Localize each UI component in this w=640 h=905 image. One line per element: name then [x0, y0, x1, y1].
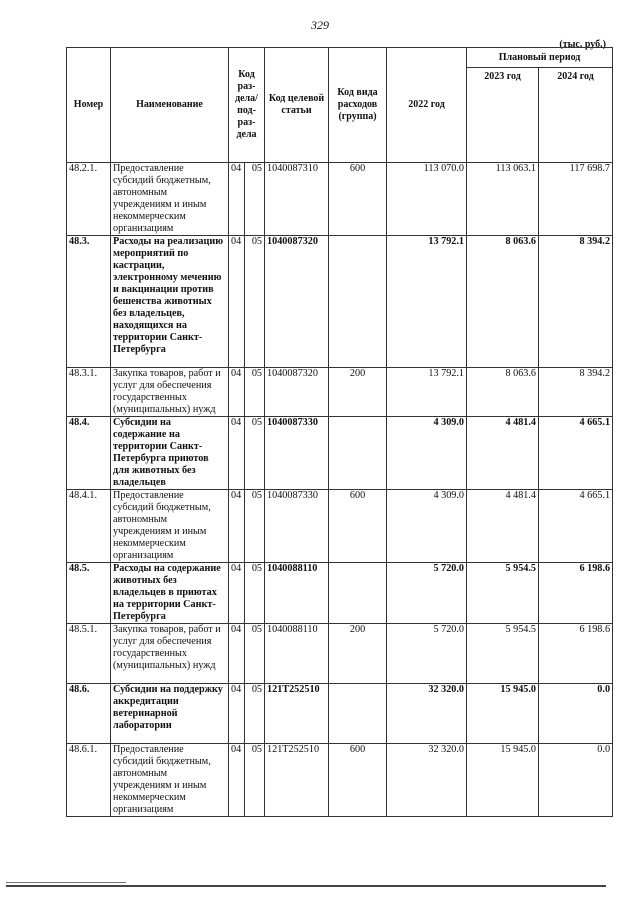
table-row — [67, 684, 613, 744]
row-expense-kind — [329, 236, 387, 368]
row-amount-2022: 4 309.0 — [387, 417, 467, 490]
row-target-code: 121Т252510 — [265, 684, 329, 744]
row-amount-2024: 0.0 — [539, 744, 613, 817]
header-section-code: Код раз- дела/ под- раз- дела — [229, 48, 265, 163]
row-expense-kind: 600 — [329, 163, 387, 236]
units-label: (тыс. руб.) — [559, 39, 606, 50]
row-number: 48.6.1. — [67, 744, 111, 817]
row-amount-2022: 13 792.1 — [387, 236, 467, 368]
row-target-code: 1040087320 — [265, 368, 329, 417]
budget-table — [66, 47, 613, 817]
row-name: Расходы на содержание животных без владельцев в приютах на территории Санкт-Петербурга — [111, 563, 229, 624]
row-number: 48.6. — [67, 684, 111, 744]
row-amount-2024: 4 665.1 — [539, 490, 613, 563]
table-body — [67, 163, 613, 817]
row-section-code: 04 — [229, 163, 245, 236]
row-amount-2024: 117 698.7 — [539, 163, 613, 236]
row-section-code: 04 — [229, 744, 245, 817]
row-section-code: 04 — [229, 490, 245, 563]
header-target-code: Код целевой статьи — [265, 48, 329, 163]
row-amount-2023: 4 481.4 — [467, 417, 539, 490]
row-target-code: 121Т252510 — [265, 744, 329, 817]
row-name: Расходы на реализацию мероприятий по кастрации, электронному мечению и вакцинации против бешенства животных без владельцев, находящихся на территории Санкт-Петербурга — [111, 236, 229, 368]
row-name: Предоставление субсидий бюджетным, автономным учреждениям и иным некоммерческим организациям — [111, 490, 229, 563]
row-amount-2022: 32 320.0 — [387, 744, 467, 817]
table-row — [67, 744, 613, 817]
row-amount-2022: 4 309.0 — [387, 490, 467, 563]
row-amount-2024: 8 394.2 — [539, 368, 613, 417]
row-expense-kind: 600 — [329, 490, 387, 563]
row-amount-2024: 6 198.6 — [539, 563, 613, 624]
table-row — [67, 490, 613, 563]
table-header — [67, 48, 613, 163]
row-name: Субсидии на содержание на территории Санкт-Петербурга приютов для животных без владельцев — [111, 417, 229, 490]
table-row — [67, 236, 613, 368]
row-amount-2023: 5 954.5 — [467, 624, 539, 684]
row-target-code: 1040088110 — [265, 563, 329, 624]
header-number: Номер — [67, 48, 111, 163]
header-2023: 2023 год — [467, 68, 539, 163]
row-amount-2024: 4 665.1 — [539, 417, 613, 490]
row-amount-2024: 8 394.2 — [539, 236, 613, 368]
row-target-code: 1040087330 — [265, 417, 329, 490]
row-expense-kind — [329, 563, 387, 624]
row-subsection-code: 05 — [245, 563, 265, 624]
row-amount-2023: 113 063.1 — [467, 163, 539, 236]
row-target-code: 1040087310 — [265, 163, 329, 236]
row-subsection-code: 05 — [245, 490, 265, 563]
row-section-code: 04 — [229, 417, 245, 490]
header-expense-kind: Код вида расходов (группа) — [329, 48, 387, 163]
row-subsection-code: 05 — [245, 417, 265, 490]
table-row — [67, 417, 613, 490]
row-amount-2023: 5 954.5 — [467, 563, 539, 624]
footer-rule-thin — [6, 882, 126, 883]
row-target-code: 1040087320 — [265, 236, 329, 368]
row-number: 48.3.1. — [67, 368, 111, 417]
row-expense-kind: 200 — [329, 624, 387, 684]
footer-rule — [6, 885, 606, 887]
row-target-code: 1040088110 — [265, 624, 329, 684]
row-section-code: 04 — [229, 563, 245, 624]
row-amount-2022: 113 070.0 — [387, 163, 467, 236]
row-name: Предоставление субсидий бюджетным, автономным учреждениям и иным некоммерческим организациям — [111, 744, 229, 817]
row-section-code: 04 — [229, 624, 245, 684]
row-number: 48.5.1. — [67, 624, 111, 684]
page-number: 329 — [311, 18, 329, 32]
row-subsection-code: 05 — [245, 684, 265, 744]
row-number: 48.4. — [67, 417, 111, 490]
row-name: Закупка товаров, работ и услуг для обеспечения государственных (муниципальных) нужд — [111, 368, 229, 417]
row-number: 48.5. — [67, 563, 111, 624]
row-number: 48.2.1. — [67, 163, 111, 236]
row-name: Предоставление субсидий бюджетным, автономным учреждениям и иным некоммерческим организациям — [111, 163, 229, 236]
header-name: Наименование — [111, 48, 229, 163]
table-row — [67, 368, 613, 417]
row-name: Закупка товаров, работ и услуг для обеспечения государственных (муниципальных) нужд — [111, 624, 229, 684]
row-subsection-code: 05 — [245, 368, 265, 417]
row-section-code: 04 — [229, 684, 245, 744]
row-amount-2024: 0.0 — [539, 684, 613, 744]
row-expense-kind — [329, 417, 387, 490]
row-number: 48.3. — [67, 236, 111, 368]
row-subsection-code: 05 — [245, 624, 265, 684]
row-name: Субсидии на поддержку аккредитации ветеринарной лаборатории — [111, 684, 229, 744]
row-amount-2022: 5 720.0 — [387, 563, 467, 624]
row-target-code: 1040087330 — [265, 490, 329, 563]
row-amount-2023: 4 481.4 — [467, 490, 539, 563]
row-number: 48.4.1. — [67, 490, 111, 563]
row-amount-2023: 8 063.6 — [467, 368, 539, 417]
row-expense-kind: 600 — [329, 744, 387, 817]
row-amount-2023: 15 945.0 — [467, 744, 539, 817]
row-amount-2023: 15 945.0 — [467, 684, 539, 744]
row-expense-kind — [329, 684, 387, 744]
row-amount-2022: 32 320.0 — [387, 684, 467, 744]
row-section-code: 04 — [229, 368, 245, 417]
table-row — [67, 563, 613, 624]
table-row — [67, 163, 613, 236]
row-amount-2022: 5 720.0 — [387, 624, 467, 684]
header-2022: 2022 год — [387, 48, 467, 163]
header-2024: 2024 год — [539, 68, 613, 163]
row-subsection-code: 05 — [245, 744, 265, 817]
row-subsection-code: 05 — [245, 163, 265, 236]
row-subsection-code: 05 — [245, 236, 265, 368]
row-section-code: 04 — [229, 236, 245, 368]
table-row — [67, 624, 613, 684]
row-amount-2023: 8 063.6 — [467, 236, 539, 368]
row-amount-2022: 13 792.1 — [387, 368, 467, 417]
header-planned-period: Плановый период — [467, 48, 613, 68]
row-amount-2024: 6 198.6 — [539, 624, 613, 684]
row-expense-kind: 200 — [329, 368, 387, 417]
